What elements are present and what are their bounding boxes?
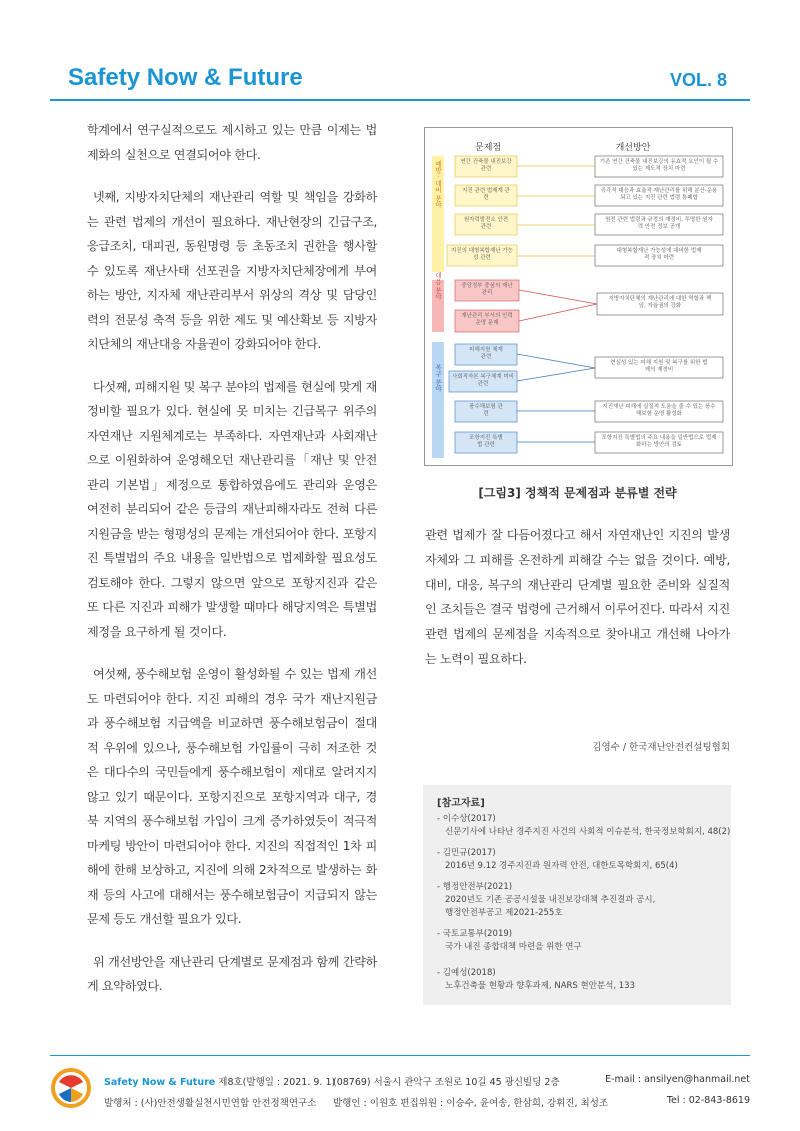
footer-email: E-mail : ansilyen@hanmail.net — [605, 1074, 750, 1085]
body-paragraph: 관련 법제가 잘 다듬어졌다고 해서 자연재난인 지진의 발생 자체와 그 피해를 온전하게 피해갈 수는 없을 것이다. 예방, 대비, 대응, 복구의 재난관리 단계별 필요한 준비와 실질적인 조치들은 결국 법령에 근거해서 이루어진다. 따라서 지진 관련 법제의 문제점을 지속적으로 찾아내고 개선해 나아가는 노력이 필요하다. — [425, 528, 730, 666]
solution-text: 기존 연간 건축물 내진보강의 유효적 요인이 될 수 있는 제도적 장치 마련 — [599, 159, 719, 172]
reference-detail: 2020년도 기존 공공시설물 내진보강대책 추진결과 공시, 행정안전부공고 제2021-255호 — [445, 895, 656, 918]
reference-name: - 이수상(2017) — [437, 814, 496, 824]
solution-box — [595, 214, 723, 235]
reference-detail: 노후건축물 현황과 향후과제, NARS 현안분석, 133 — [445, 981, 635, 991]
volume-label: VOL. 8 — [669, 70, 727, 90]
footer-brand: Safety Now & Future — [104, 1077, 216, 1088]
strategy-figure — [424, 127, 733, 466]
problem-box — [455, 214, 517, 235]
solution-text: 현실성 있는 피해 지원 및 복구를 위한 법제의 재정비 — [610, 360, 708, 373]
header-title: Safety Now & Future — [68, 64, 303, 91]
solution-text: 대형복합재난 가능성에 대비한 법제적 장치 마련 — [616, 248, 702, 261]
solution-text: 포항지진 특별법의 주요 내용을 일반법으로 법제화하는 방안의 검토 — [601, 435, 717, 448]
references-title: [참고자료] — [437, 798, 485, 809]
problem-box — [455, 185, 517, 206]
solution-box — [595, 401, 723, 422]
problem-box — [455, 401, 517, 422]
solution-box — [597, 293, 723, 315]
column-header-solution: 개선방안 — [615, 143, 651, 153]
footer-publisher: 발행처 : (사)안전생활실천시민연합 안전정책연구소 — [104, 1098, 317, 1109]
stage-bar-recovery — [432, 342, 444, 458]
reference-item — [437, 813, 730, 839]
footer-tel: Tel : 02-843-8619 — [666, 1095, 750, 1106]
problem-box — [455, 156, 517, 177]
footer-divider — [50, 1055, 750, 1056]
stage-label-prevention: 예방 · 대비 분야 — [434, 160, 442, 208]
solution-text: 원전 관련 법령과 규정의 재정비, 투명한 원자력 안전 정보 공개 — [605, 217, 713, 230]
solution-box — [595, 185, 723, 206]
footer-issue — [104, 1074, 335, 1088]
figure-caption: [그림3] 정책적 문제점과 분류별 전략 — [478, 486, 677, 500]
problem-box — [449, 371, 517, 392]
solution-box — [595, 156, 723, 177]
problem-text: 피해지원 체계 관련 — [469, 347, 503, 360]
reference-item — [437, 881, 722, 920]
problem-text: 원자력발전소 안전 관련 — [463, 217, 509, 230]
problem-text: 재난관리 부서의 인력 운영 문제 — [461, 313, 513, 326]
reference-name: - 김민규(2017) — [437, 848, 496, 858]
body-paragraph: 위 개선방안을 재난관리 단계별로 문제점과 함께 간략하게 요약하였다. — [87, 954, 377, 993]
body-paragraph: 여섯째, 풍수해보험 운영이 활성화될 수 있는 법제 개선도 마련되어야 한다. 지진 피해의 경우 국가 재난지원금과 풍수해보험 지급액을 비교하면 풍수해보험금이 절대적 우위에 있으나, 풍수해보험 가입률이 극히 저조한 것은 대다수의 국민들에게 풍수해보험이 제대로 알려지지 않고 있기 때문이다. 포항지진으로 포항지역과 대구, 경북 지역의 풍수해보험 가입이 크게 증가하였듯이 적극적 마케팅 방안이 마련되어야 한다. 지진의 직접적인 1차 피해에 한해 보상하고, 지진에 의해 2차적으로 발생하는 화재 등의 사고에 대해서는 풍수해보험금이 지급되지 않는 문제 등도 개선할 필요가 있다. — [87, 667, 377, 926]
reference-name: - 행정안전부(2021) — [437, 882, 513, 892]
strategy-diagram — [425, 128, 732, 465]
problem-text: 중앙정부 중심의 재난관리 — [461, 283, 513, 296]
reference-name: - 김예성(2018) — [437, 968, 496, 978]
reference-detail: 신문기사에 나타난 경주지진 사건의 사회적 이슈분석, 한국정보학회지, 48(2) — [445, 827, 731, 837]
stage-label-response: 대응 분야 — [434, 271, 442, 301]
problem-text: 사회적자본 복구체계 미비 관련 — [452, 374, 514, 387]
reference-detail: 국가 내진 종합대책 마련을 위한 연구 — [445, 942, 582, 952]
reference-name: - 국토교통부(2019) — [437, 929, 513, 939]
author-credit: 김영수 / 한국재난안전컨설팅협회 — [592, 742, 730, 753]
solution-text: 즉각적 대응과 효율적 재난관리를 위해 분산·운용되고 있는 지진 관련 법령 통폐합 — [600, 188, 718, 201]
body-paragraph: 학계에서 연구실적으로도 제시하고 있는 만큼 이제는 법제화의 실천으로 연결되어야 한다. — [87, 123, 377, 162]
problem-text: 연간 건축물 내진보강 관련 — [460, 159, 512, 172]
solution-box — [595, 432, 723, 453]
solution-text: 지방자치단체의 재난관리에 대한 역할과 책임, 자율권의 강화 — [608, 296, 712, 309]
problem-box — [455, 280, 519, 301]
footer-issue-text: 제8호(발행일 : 2021. 9. 1) — [218, 1077, 336, 1088]
reference-item — [437, 928, 582, 954]
organization-logo-icon — [51, 1068, 91, 1108]
solution-text: 지진재난 피해에 실질적 도움을 줄 수 있는 풍수해보험 운영 활성화 — [602, 404, 716, 417]
problem-box — [455, 310, 519, 332]
references-box — [423, 785, 731, 1005]
body-paragraph: 다섯째, 피해지원 및 복구 분야의 법제를 현실에 맞게 재정비할 필요가 있다. 현실에 못 미치는 긴급복구 위주의 자연재난 지원체계로는 부족하다. 자연재난과 사회재난으로 이원화하여 운영해오던 재난관리를「재난 및 안전관리 기본법」제정으로 통합하였음에도 관리와 운영은 여전히 분리되어 같은 등급의 재난피해자라도 전혀 다른 지원금을 받는 형평성의 문제는 개선되어야 한다. 포항지진 특별법의 주요 내용을 일반법으로 법제화할 필요성도 검토해야 한다. 그렇지 않으면 앞으로 포항지진과 같은 또 다른 지진과 피해가 발생할 때마다 해당지역은 특별법 제정을 요구하게 될 것이다. — [87, 379, 377, 639]
problem-text: 지진 관련 법제계 관련 — [462, 188, 510, 201]
column-header-problem: 문제점 — [475, 143, 502, 153]
problem-text: 지진의 대형복합재난 가능성 관련 — [451, 248, 513, 261]
problem-box — [455, 432, 517, 453]
connectors — [517, 166, 603, 442]
solution-box — [595, 357, 723, 378]
reference-detail: 2016년 9.12 경주지진과 원자력 안전, 대한토목학회지, 65(4) — [445, 861, 678, 871]
body-paragraph: 넷째, 지방자치단체의 재난관리 역할 및 책임을 강화하는 관련 법제의 개선이 필요하다. 재난현장의 긴급구조, 응급조치, 대피권, 동원명령 등 초동조치 권한을 행사할 수 있도록 재난사태 선포권을 지방자치단체장에게 부여하는 방안, 지자체 재난관리부서 위상의 격상 및 담당인력의 전문성 축적 등을 위한 제도 및 예산확보 등 지방자치단체의 재난대응 자율권이 강화되어야 한다. — [87, 190, 377, 351]
reference-item — [437, 967, 635, 993]
problem-text: 포항지진 특별법 관련 — [469, 435, 503, 448]
solution-box — [595, 245, 723, 266]
problem-box — [455, 344, 517, 365]
reference-item — [437, 847, 678, 873]
stage-label-recovery: 복구 분야 — [434, 363, 442, 393]
problem-text: 풍수해보험 관련 — [469, 404, 503, 417]
problem-box — [447, 245, 517, 266]
footer-address: (08769) 서울시 관악구 조원로 10길 45 광신빌딩 2층 — [333, 1077, 560, 1088]
header-divider — [50, 99, 750, 101]
footer-editors: 발행인 : 이원호 편집위원 : 이승수, 윤여송, 한삼희, 강휘진, 최성조 — [333, 1098, 609, 1109]
left-column — [87, 118, 377, 1017]
